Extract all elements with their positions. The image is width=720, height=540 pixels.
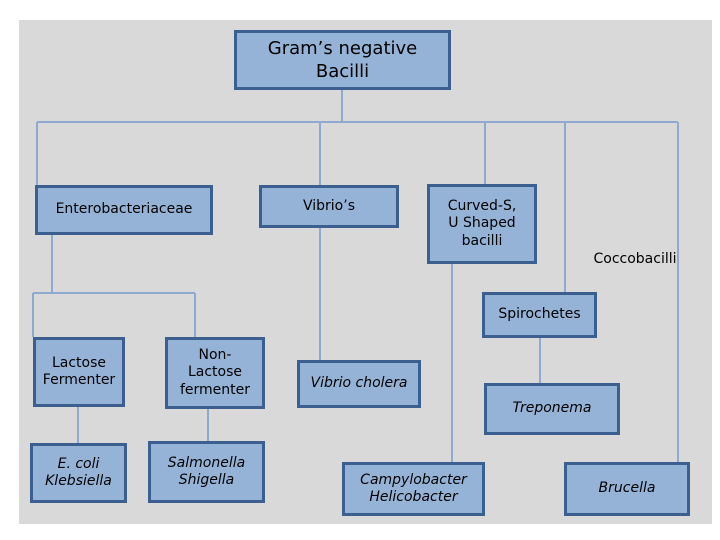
box-ecoli-klebsiella: E. coli Klebsiella [30, 443, 127, 503]
box-curved-bacilli: Curved-S, U Shaped bacilli [427, 184, 537, 264]
box-lactose-fermenter: Lactose Fermenter [33, 337, 125, 407]
box-treponema: Treponema [484, 383, 620, 435]
box-non-lactose-fermenter: Non- Lactose fermenter [165, 337, 265, 409]
box-brucella: Brucella [564, 462, 690, 516]
box-spirochetes: Spirochetes [482, 292, 597, 338]
box-campylobacter-helicobacter: Campylobacter Helicobacter [342, 462, 485, 516]
box-vibrios: Vibrio’s [259, 185, 399, 228]
root-box-gram-negative-bacilli: Gram’s negative Bacilli [234, 30, 451, 90]
box-salmonella-shigella: Salmonella Shigella [148, 441, 265, 503]
box-enterobacteriaceae: Enterobacteriaceae [35, 185, 213, 235]
label-coccobacilli: Coccobacilli [593, 251, 677, 268]
box-vibrio-cholera: Vibrio cholera [297, 360, 421, 408]
